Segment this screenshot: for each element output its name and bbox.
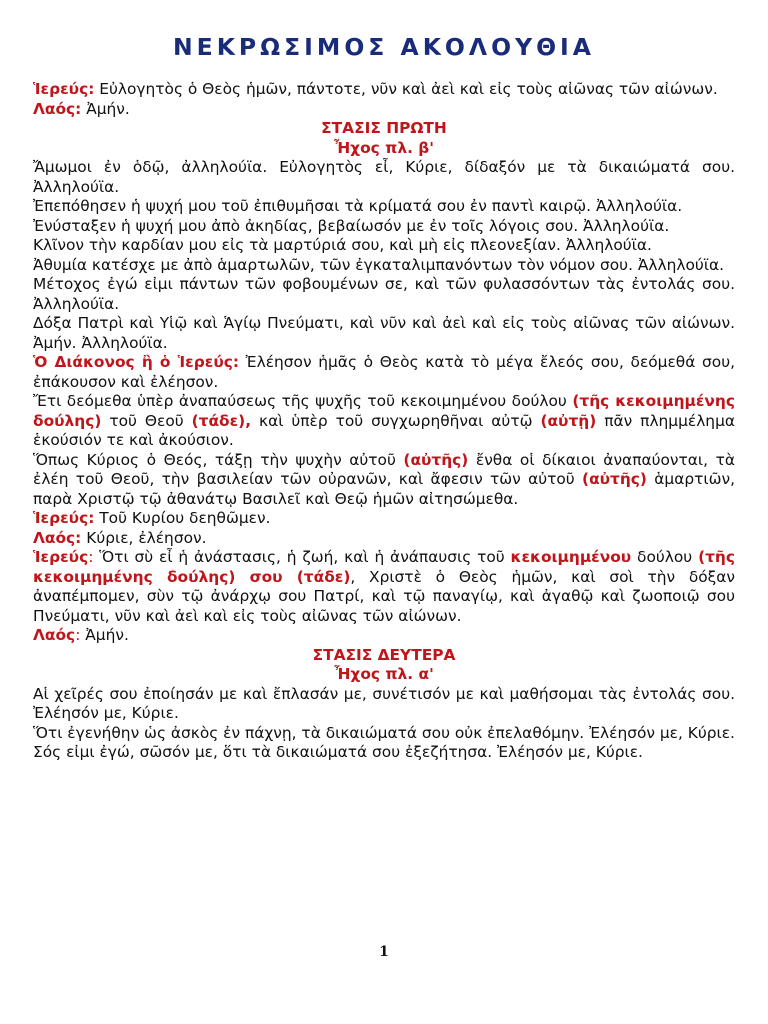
rubric-text: Λαός: bbox=[33, 99, 82, 118]
page-title: ΝΕΚΡΩΣΙΜΟΣ ΑΚΟΛΟΥΘΙΑ bbox=[173, 33, 595, 61]
text-run: ἁμαρτιῶν, παρὰ Χριστῷ τῷ ἀθανάτῳ Βασιλεῖ καὶ Θεῷ ἡμῶν αἰτησώμεθα. bbox=[33, 470, 735, 508]
rubric-text: κεκοιμημένου bbox=[510, 548, 632, 566]
text-paragraph bbox=[33, 236, 735, 256]
text-run: ΣΤΑΣΙΣ ΔΕΥΤΕΡΑ bbox=[312, 645, 456, 664]
text-run: Ἀμήν. bbox=[80, 626, 129, 644]
rubric-text: (τάδε), bbox=[191, 411, 252, 430]
text-paragraph bbox=[33, 548, 735, 626]
text-run: Κλῖνον τὴν καρδίαν μου εἰς τὰ μαρτύριά σου, καὶ μὴ εἰς πλεονεξίαν. Ἀλληλούϊα. bbox=[33, 236, 652, 254]
text-paragraph bbox=[33, 724, 735, 744]
text-run: τοῦ Θεοῦ bbox=[101, 411, 192, 430]
text-paragraph bbox=[33, 80, 735, 100]
text-paragraph bbox=[33, 275, 735, 314]
text-run: Ἔτι δεόμεθα ὑπὲρ ἀναπαύσεως τῆς ψυχῆς τοῦ κεκοιμημένου δούλου bbox=[33, 392, 573, 410]
rubric-text: (τῆς κεκοιμημένης δούλης) σου (τάδε) bbox=[33, 548, 735, 586]
text-paragraph bbox=[33, 314, 735, 353]
text-paragraph bbox=[33, 217, 735, 237]
text-run: Ἐνύσταξεν ἡ ψυχή μου ἀπὸ ἀκηδίας, βεβαίωσόν με ἐν τοῖς λόγοις σου. Ἀλληλούϊα. bbox=[33, 216, 670, 235]
text-run: Ὅτι ἐγενήθην ὡς ἀσκὸς ἐν πάχνῃ, τὰ δικαιώματά σου οὐκ ἐπελαθόμην. Ἐλέησόν με, Κύριε. bbox=[33, 723, 735, 742]
text-run: Ἄμωμοι ἐν ὁδῷ, ἀλληλούϊα. Εὐλογητὸς εἶ, Κύριε, δίδαξόν με τὰ δικαιώματά σου. Ἀλληλούϊα. bbox=[33, 158, 735, 196]
rubric-text: Ἱερεύς bbox=[33, 548, 89, 566]
text-paragraph bbox=[33, 197, 735, 217]
text-paragraph bbox=[33, 353, 735, 392]
text-run: Ὅπως Κύριος ὁ Θεός, τάξῃ τὴν ψυχὴν αὐτοῦ bbox=[33, 450, 404, 469]
liturgy-text bbox=[33, 80, 735, 763]
text-run: Σός εἰμι ἐγώ, σῶσόν με, ὅτι τὰ δικαιώματά σου ἐξεζήτησα. Ἐλέησόν με, Κύριε. bbox=[33, 743, 643, 761]
text-run: Κύριε, ἐλέησον. bbox=[81, 528, 207, 547]
text-run: Ἦχος πλ. β' bbox=[333, 138, 435, 157]
text-run: πᾶν πλημμέλημα ἑκούσιόν τε καὶ ἀκούσιον. bbox=[33, 411, 736, 449]
rubric-text: Λαός bbox=[33, 626, 76, 644]
text-run: Ἐπεπόθησεν ἡ ψυχή μου τοῦ ἐπιθυμῆσαι τὰ κρίματά σου ἐν παντὶ καιρῷ. Ἀλληλούϊα. bbox=[33, 197, 683, 215]
text-paragraph bbox=[33, 100, 735, 120]
section-heading bbox=[33, 665, 735, 685]
text-run: Ἀμήν. bbox=[81, 99, 130, 118]
section-heading bbox=[33, 646, 735, 666]
text-paragraph bbox=[33, 685, 735, 724]
text-run: Αἱ χεῖρές σου ἐποίησάν με καὶ ἔπλασάν με, συνέτισόν με καὶ μαθήσομαι τὰς ἐντολάς σου. Ἐλέησόν με, Κύριε. bbox=[33, 684, 735, 722]
text-run: δούλου bbox=[631, 548, 699, 566]
text-run: Ἦχος πλ. α' bbox=[334, 665, 434, 683]
text-run: Δόξα Πατρὶ καὶ Υἱῷ καὶ Ἁγίῳ Πνεύματι, καὶ νῦν καὶ ἀεὶ καὶ εἰς τοὺς αἰῶνας τῶν αἰώνων. Ἀμήν. Ἀλληλούϊα. bbox=[33, 314, 735, 352]
section-heading bbox=[33, 119, 735, 139]
rubric-text: (αὐτῆς) bbox=[403, 450, 469, 469]
rubric-text: (αὐτῇ) bbox=[540, 411, 597, 430]
rubric-text: Ἱερεύς: bbox=[33, 509, 95, 527]
text-run: Ἀθυμία κατέσχε με ἀπὸ ἁμαρτωλῶν, τῶν ἐγκαταλιμπανόντων τὸν νόμον σου. Ἀλληλούϊα. bbox=[33, 255, 725, 274]
page-number: 1 bbox=[379, 944, 389, 960]
rubric-text: : bbox=[88, 548, 94, 566]
text-run: , Χριστὲ ὁ Θεὸς ἡμῶν, καὶ σοὶ τὴν δόξαν ἀναπέμπομεν, σὺν τῷ ἀνάρχῳ σου Πατρί, καὶ τῷ παναγίῳ, καὶ ἀγαθῷ καὶ ζωοποιῷ σου Πνεύματι, νῦν καὶ ἀεὶ καὶ εἰς τοὺς αἰῶνας τῶν αἰώνων. bbox=[33, 567, 735, 625]
text-paragraph bbox=[33, 626, 735, 646]
text-paragraph bbox=[33, 256, 735, 276]
rubric-text: (τῆς κεκοιμημένης δούλης) bbox=[33, 392, 735, 430]
text-run: ἔνθα οἱ δίκαιοι ἀναπαύονται, τὰ ἐλέη τοῦ Θεοῦ, τὴν βασιλείαν τῶν οὐρανῶν, καὶ ἄφεσιν τῶν αὐτοῦ bbox=[33, 450, 735, 488]
text-run: Τοῦ Κυρίου δεηθῶμεν. bbox=[94, 509, 271, 527]
text-paragraph bbox=[33, 743, 735, 763]
rubric-text: (αὐτῆς) bbox=[582, 470, 647, 488]
rubric-text: Ὁ Διάκονος ἢ ὁ Ἱερεύς: bbox=[33, 353, 239, 371]
text-paragraph bbox=[33, 451, 735, 510]
text-run: Ὅτι σὺ εἶ ἡ ἀνάστασις, ἡ ζωή, καὶ ἡ ἀνάπαυσις τοῦ bbox=[93, 548, 511, 566]
section-heading bbox=[33, 139, 735, 159]
text-paragraph bbox=[33, 529, 735, 549]
rubric-text: Ἱερεύς: bbox=[33, 80, 95, 98]
rubric-text: : bbox=[75, 626, 81, 644]
text-run: ΣΤΑΣΙΣ ΠΡΩΤΗ bbox=[321, 119, 447, 137]
text-run: Μέτοχος ἐγώ εἰμι πάντων τῶν φοβουμένων σε, καὶ τῶν φυλασσόντων τὰς ἐντολάς σου. Ἀλληλούϊα. bbox=[33, 275, 735, 313]
text-paragraph bbox=[33, 392, 735, 451]
text-paragraph bbox=[33, 158, 735, 197]
text-run: Ἐλέησον ἡμᾶς ὁ Θεὸς κατὰ τὸ μέγα ἔλεός σου, δεόμεθά σου, ἐπάκουσον καὶ ἐλέησον. bbox=[33, 353, 735, 391]
text-run: καὶ ὑπὲρ τοῦ συγχωρηθῆναι αὐτῷ bbox=[251, 411, 541, 430]
text-run: Εὐλογητὸς ὁ Θεὸς ἡμῶν, πάντοτε, νῦν καὶ ἀεὶ καὶ εἰς τοὺς αἰῶνας τῶν αἰώνων. bbox=[94, 80, 718, 98]
rubric-text: Λαός: bbox=[33, 528, 82, 547]
text-paragraph bbox=[33, 509, 735, 529]
